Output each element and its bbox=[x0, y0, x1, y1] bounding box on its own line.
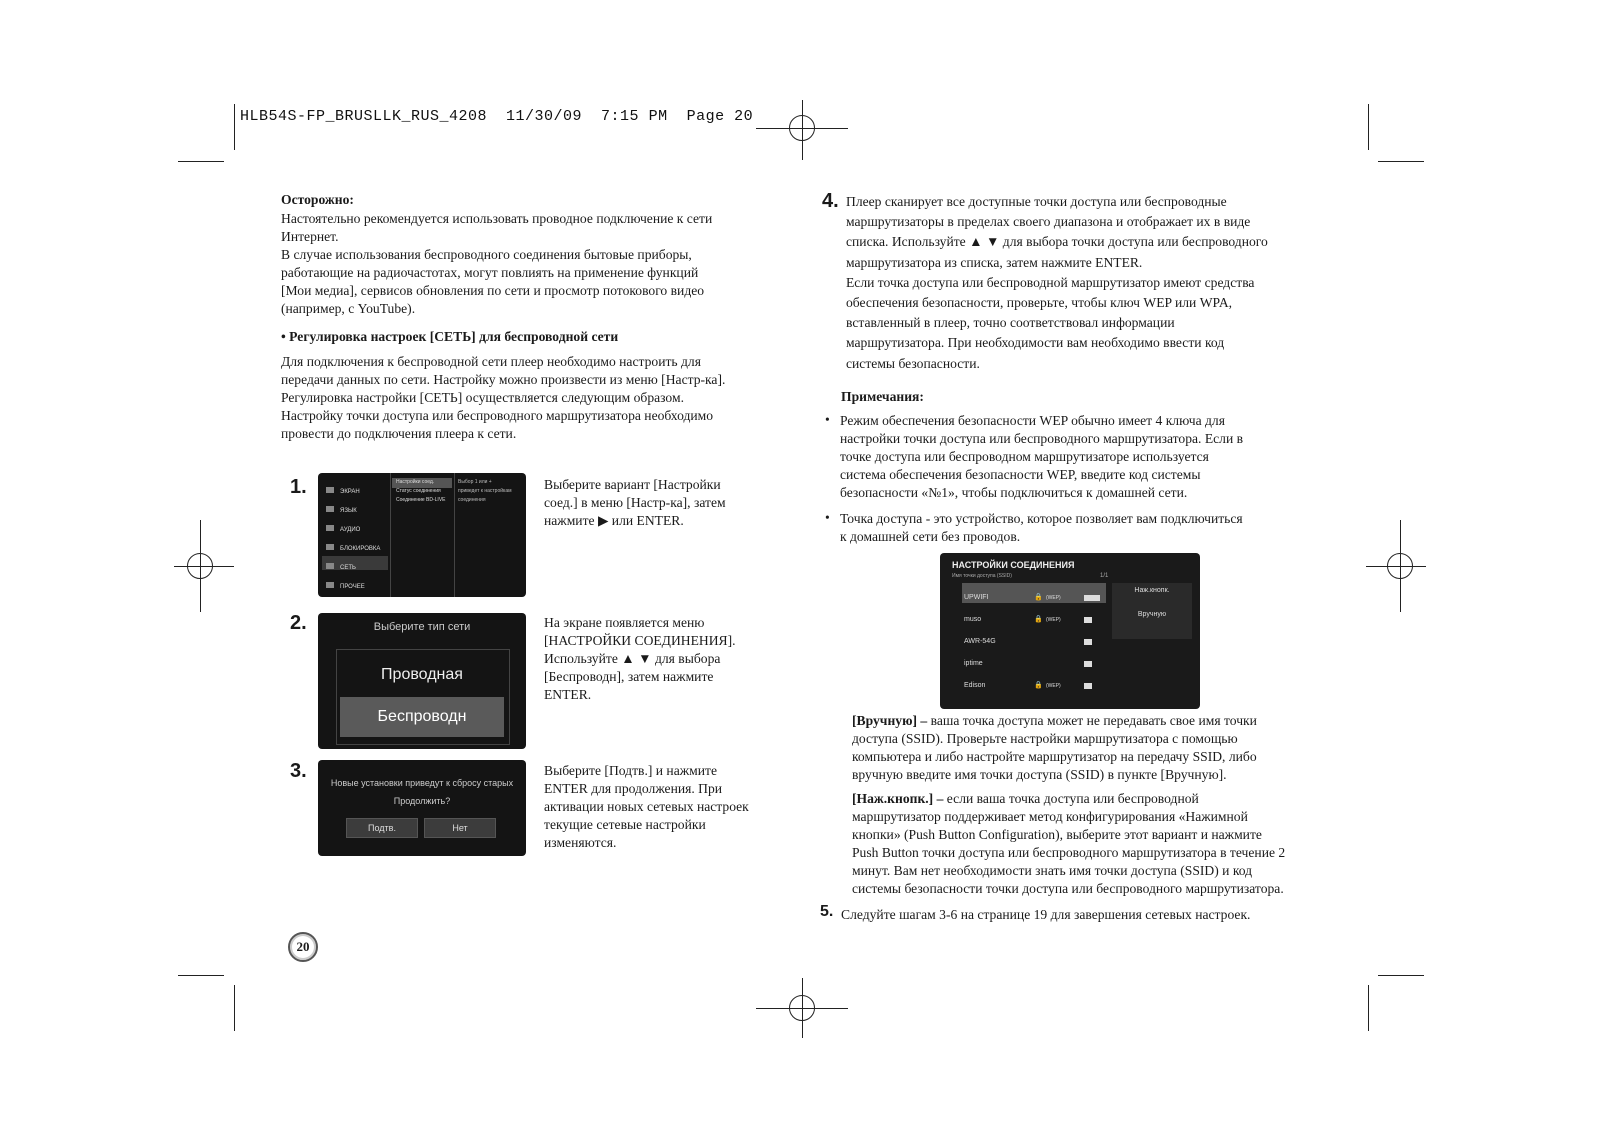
crop-mark bbox=[1378, 161, 1424, 162]
step-text: Выберите [Подтв.] и нажмите ENTER для продолжения. При активации новых сетевых настроек текущие сетевые настройки изменяются. bbox=[544, 763, 749, 850]
caution-title: Осторожно: bbox=[281, 192, 354, 207]
crop-mark bbox=[234, 104, 235, 150]
submenu-help: Выбор 1 или + приведет к настройкам соединения bbox=[458, 479, 512, 503]
step5-text: Следуйте шагам 3-6 на странице 19 для завершения сетевых настроек. bbox=[841, 907, 1251, 922]
intro-text: Для подключения к беспроводной сети плеер необходимо настроить для передачи данных по сети. Настройку можно произвести из меню [Настр-ка]. Регулировка настройки [СЕТЬ] осуществляется следующим образом. Настройку точки доступа или беспроводного маршрутизатора необходимо провести до подключения плеера к сети. bbox=[281, 354, 726, 441]
setup-menu-screenshot bbox=[318, 473, 526, 597]
page-number: 20 bbox=[288, 932, 318, 962]
notes-title: Примечания: bbox=[841, 389, 924, 404]
print-slug: HLB54S-FP_BRUSLLK_RUS_4208 11/30/09 7:15 PM Page 20 bbox=[240, 108, 754, 125]
crop-mark bbox=[178, 975, 224, 976]
step-text: Выберите вариант [Настройки соед.] в меню [Настр-ка], затем нажмите ▶ или ENTER. bbox=[544, 477, 726, 528]
network-submenu: Настройки соед. Статус соединения Соединение BD-LIVE bbox=[396, 479, 446, 503]
connection-settings-screenshot: НАСТРОЙКИ СОЕДИНЕНИЯ Имя точки доступа (SSID) 1/1 UPWIFI 🔒 (WEP) muso 🔒 (WEP) AWR-54G iptime Edison 🔒 (WEP) Наж.кнопк. Вручную bbox=[940, 553, 1200, 709]
note-item: Режим обеспечения безопасности WEP обычно имеет 4 ключа для настройки точки доступа или беспроводного маршрутизатора. Если в точке доступа или беспроводном маршрутизаторе используется система обеспечения безопасности WEP, введите код системы безопасности «№1», чтобы подключиться к домашней сети. bbox=[840, 413, 1244, 500]
caution-text: Настоятельно рекомендуется использовать проводное подключение к сети Интернет. В случае использования беспроводного соединения бытовые приборы, работающие на радиочастотах, могут повлиять на применение функций [Мои медиа], сервисов обновления по сети и просмотр потокового видео (например, с YouTube). bbox=[281, 211, 713, 316]
step-number: 1. bbox=[290, 476, 307, 498]
crop-mark bbox=[1368, 985, 1369, 1031]
registration-mark bbox=[789, 995, 815, 1021]
bullet: • bbox=[825, 412, 830, 427]
section-title: • Регулировка настроек [СЕТЬ] для беспроводной сети bbox=[281, 329, 619, 344]
push-button-description: [Наж.кнопк.] – если ваша точка доступа или беспроводной маршрутизатор поддерживает метод конфигурирования «Нажимной кнопки» (Push Button Configuration), выберите этот вариант и нажмите Push Button точки доступа или беспроводного маршрутизатора в течение 2 минут. Вам нет необходимости знать имя точки доступа (SSID) и код системы безопасности точки доступа или беспроводного маршрутизатора. bbox=[852, 791, 1286, 896]
confirm-dialog-screenshot: Новые установки приведут к сбросу старых Продолжить? Подтв. Нет bbox=[318, 760, 526, 856]
registration-mark bbox=[187, 553, 213, 579]
step-number: 3. bbox=[290, 760, 307, 782]
network-list: UPWIFI 🔒 (WEP) muso 🔒 (WEP) AWR-54G iptime Edison 🔒 (WEP) bbox=[964, 587, 1104, 697]
step4-text: Плеер сканирует все доступные точки доступа или беспроводные маршрутизаторы в пределах своего диапазона и отображает их в виде списка. Используйте ▲ ▼ для выбора точки доступа или беспроводного маршрутизатора из списка, затем нажмите ENTER. Если точка доступа или беспроводной маршрутизатор имеют средства обеспечения безопасности, проверьте, чтобы ключ WEP или WPA, вставленный в плеер, точно соответствовал информации маршрутизатора. При необходимости вам необходимо ввести код системы безопасности. bbox=[846, 194, 1268, 371]
step-number: 2. bbox=[290, 612, 307, 634]
setup-menu-list: ЭКРАН ЯЗЫК АУДИО БЛОКИРОВКА СЕТЬ ПРОЧЕЕ bbox=[326, 483, 380, 597]
step-number: 5. bbox=[820, 903, 834, 920]
registration-mark bbox=[789, 115, 815, 141]
note-item: Точка доступа - это устройство, которое позволяет вам подключиться к домашней сети без проводов. bbox=[840, 511, 1243, 544]
registration-mark bbox=[1387, 553, 1413, 579]
step-number: 4. bbox=[822, 190, 839, 212]
crop-mark bbox=[1368, 104, 1369, 150]
crop-mark bbox=[178, 161, 224, 162]
crop-mark bbox=[234, 985, 235, 1031]
bullet: • bbox=[825, 510, 830, 525]
manual-description: [Вручную] – ваша точка доступа может не передавать свое имя точки доступа (SSID). Проверьте настройки маршрутизатора с помощью компьютера и либо настройте маршрутизатор на передачу SSID, либо вручную введите имя точки доступа (SSID) в пункте [Вручную]. bbox=[852, 713, 1257, 782]
step-text: На экране появляется меню [НАСТРОЙКИ СОЕДИНЕНИЯ]. Используйте ▲ ▼ для выбора [Беспроводн], затем нажмите ENTER. bbox=[544, 615, 736, 702]
network-type-screenshot: Выберите тип сети Проводная Беспроводн bbox=[318, 613, 526, 749]
crop-mark bbox=[1378, 975, 1424, 976]
